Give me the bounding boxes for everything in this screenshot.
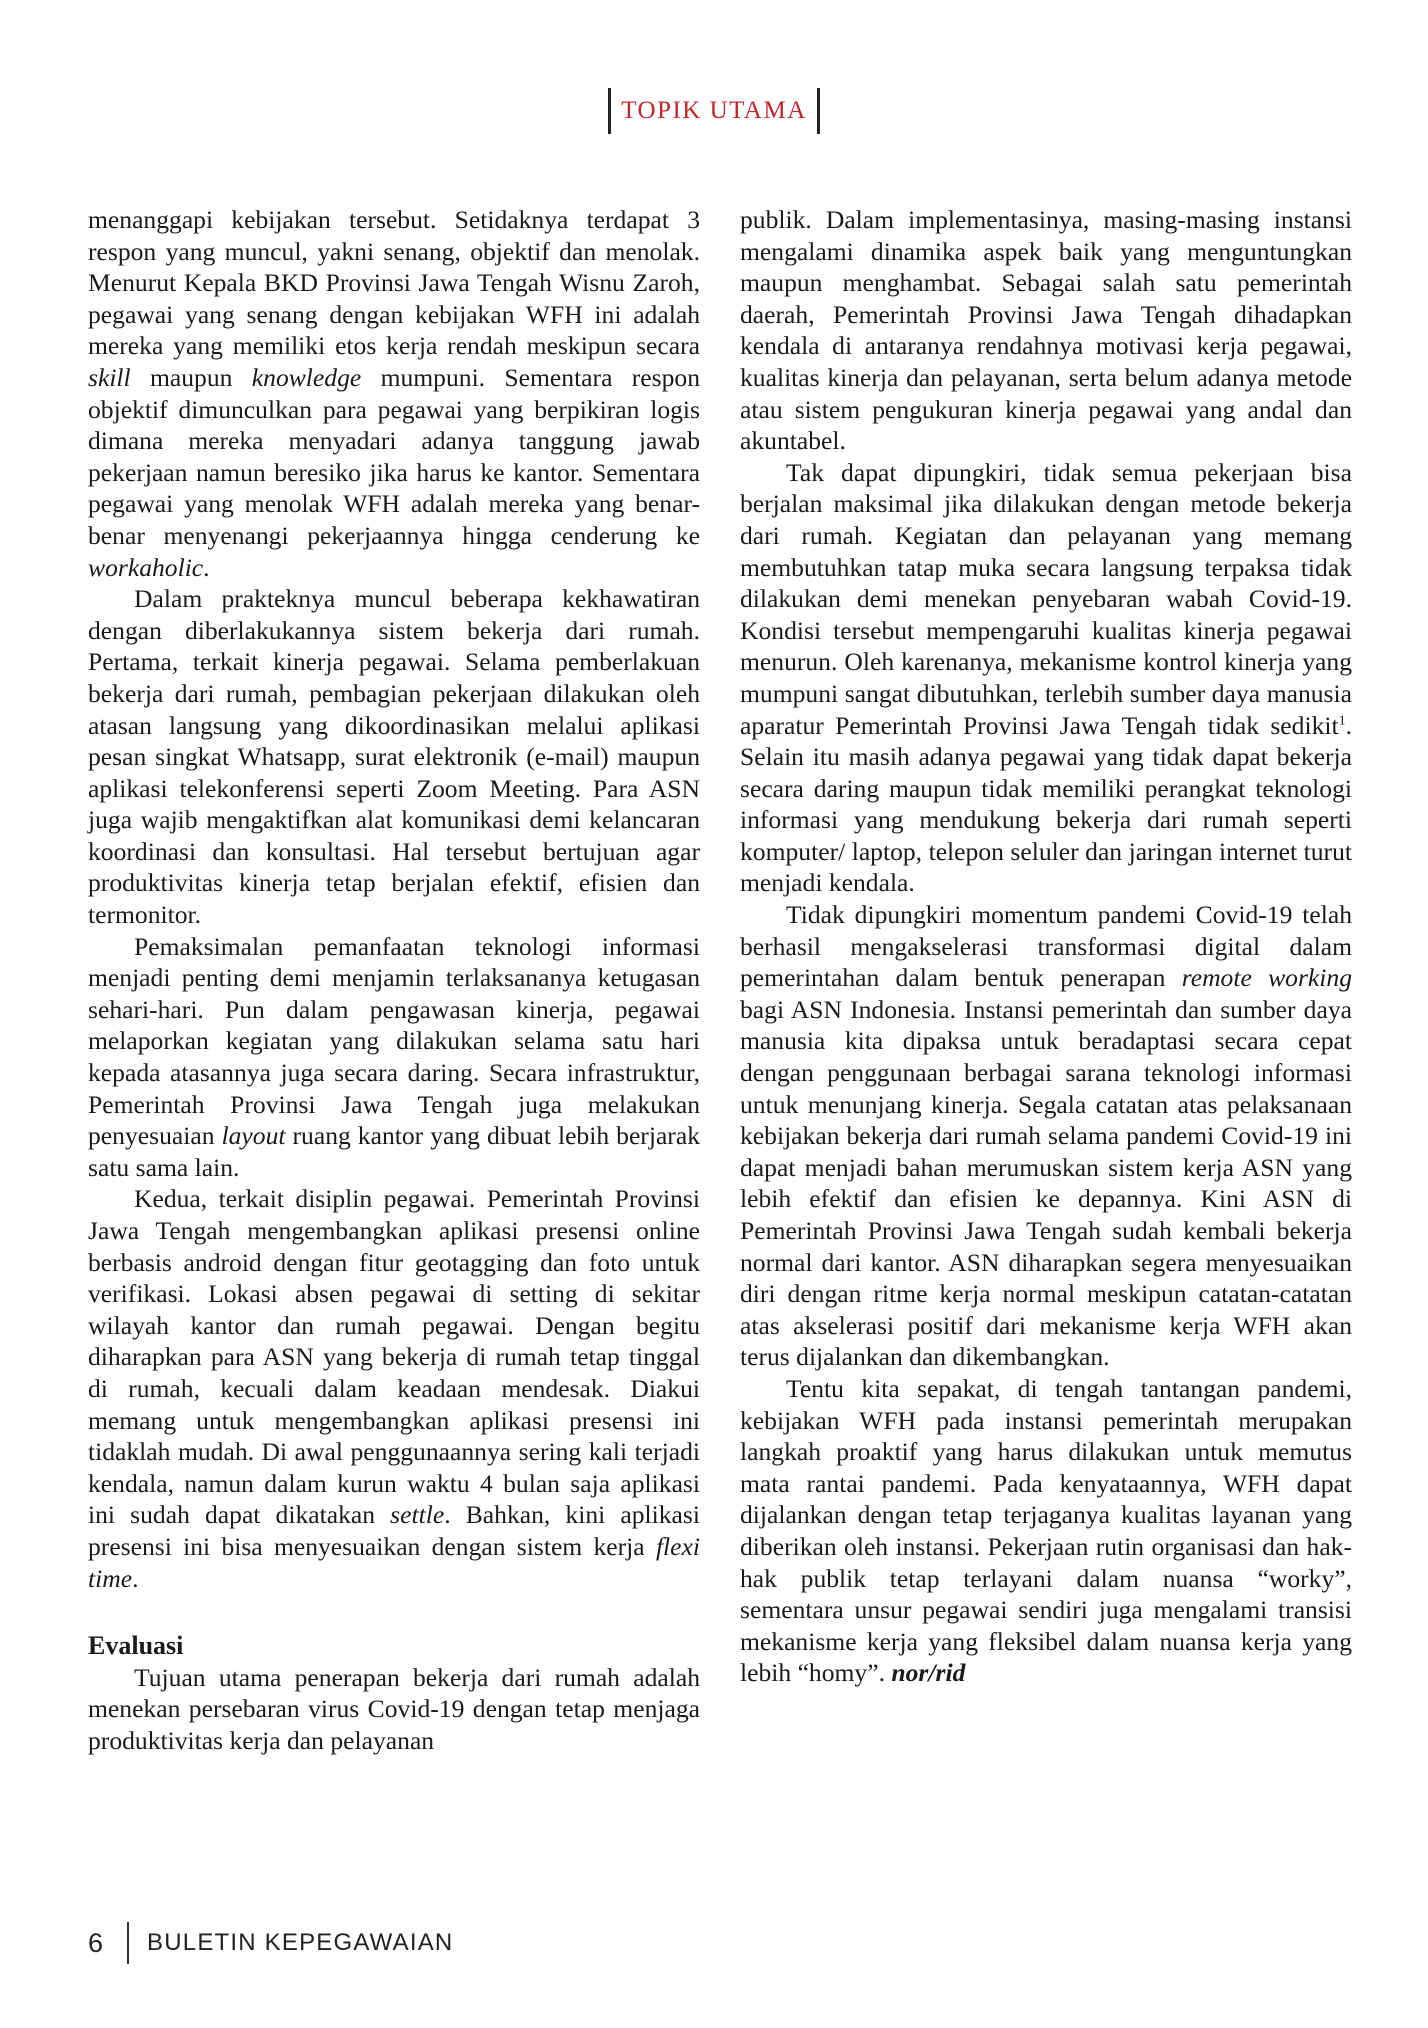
publication-name: BULETIN KEPEGAWAIAN <box>147 1929 454 1956</box>
paragraph: publik. Dalam implementasinya, masing-masing instansi mengalami dinamika aspek baik yang menguntungkan maupun menghambat. Sebagai salah satu pemerintah daerah, Pemerintah Provinsi Jawa Tengah dihadapkan kendala di antaranya rendahnya motivasi kerja pegawai, kualitas kinerja dan pelayanan, serta belum adanya metode atau sistem pengukuran kinerja pegawai yang andal dan akuntabel. <box>740 205 1352 456</box>
header-divider-right <box>817 88 820 134</box>
author-signature: nor/rid <box>891 1658 966 1688</box>
paragraph: Tujuan utama penerapan bekerja dari rumah adalah menekan persebaran virus Covid-19 dengan tetap menjaga produktivitas kerja dan pelayanan <box>88 1662 700 1755</box>
page-footer <box>88 1922 453 1964</box>
section-heading: Evaluasi <box>88 1631 184 1661</box>
paragraph: Tidak dipungkiri momentum pandemi Covid-19 telah berhasil mengakselerasi transformasi digital dalam pemerintahan dalam bentuk penerapan remote working bagi ASN Indonesia. Instansi pemerintah dan sumber daya manusia kita dipaksa untuk beradaptasi secara cepat dengan penggunaan berbagai sarana teknologi informasi untuk menunjang kinerja. Segala catatan atas pelaksanaan kebijakan bekerja dari rumah selama pandemi Covid-19 ini dapat menjadi bahan merumuskan sistem kerja ASN yang lebih efektif dan efisien ke depannya. Kini ASN di Pemerintah Provinsi Jawa Tengah sudah kembali bekerja normal dari kantor. ASN diharapkan segera menyesuaikan diri dengan ritme kerja normal meskipun catatan-catatan atas akselerasi positif dari mekanisme kerja WFH akan terus dijalankan dan dikembangkan. <box>740 900 1352 1372</box>
footer-divider <box>127 1922 129 1964</box>
left-column <box>88 204 700 1757</box>
right-column <box>740 204 1352 1689</box>
paragraph: Dalam prakteknya muncul beberapa kekhawatiran dengan diberlakukannya sistem bekerja dari rumah. Pertama, terkait kinerja pegawai. Selama pemberlakuan bekerja dari rumah, pembagian pekerjaan dilakukan oleh atasan langsung yang dikoordinasikan melalui aplikasi pesan singkat Whatsapp, surat elektronik (e-mail) maupun aplikasi telekonferensi seperti Zoom Meeting. Para ASN juga wajib mengaktifkan alat komunikasi demi kelancaran koordinasi dan konsultasi. Hal tersebut bertujuan agar produktivitas kinerja tetap berjalan efektif, efisien dan termonitor. <box>88 584 700 930</box>
paragraph: Kedua, terkait disiplin pegawai. Pemerintah Provinsi Jawa Tengah mengembangkan aplikasi presensi online berbasis android dengan fitur geotagging dan foto untuk verifikasi. Lokasi absen pegawai di setting di sekitar wilayah kantor dan rumah pegawai. Dengan begitu diharapkan para ASN yang bekerja di rumah tetap tinggal di rumah, kecuali dalam keadaan mendesak. Diakui memang untuk mengembangkan aplikasi presensi ini tidaklah mudah. Di awal penggunaannya sering kali terjadi kendala, namun dalam kurun waktu 4 bulan saja aplikasi ini sudah dapat dikatakan settle. Bahkan, kini aplikasi presensi ini bisa menyesuaikan dengan sistem kerja flexi time. <box>88 1184 700 1593</box>
section-header <box>0 88 1428 134</box>
paragraph: menanggapi kebijakan tersebut. Setidaknya terdapat 3 respon yang muncul, yakni senang, objektif dan menolak. Menurut Kepala BKD Provinsi Jawa Tengah Wisnu Zaroh, pegawai yang senang dengan kebijakan WFH ini adalah mereka yang memiliki etos kerja rendah meskipun secara skill maupun knowledge mumpuni. Sementara respon objektif dimunculkan para pegawai yang berpikiran logis dimana mereka menyadari adanya tanggung jawab pekerjaan namun beresiko jika harus ke kantor. Sementara pegawai yang menolak WFH adalah mereka yang benar-benar menyenangi pekerjaannya hingga cenderung ke workaholic. <box>88 205 700 582</box>
paragraph: Pemaksimalan pemanfaatan teknologi informasi menjadi penting demi menjamin terlaksananya ketugasan sehari-hari. Pun dalam pengawasan kinerja, pegawai melaporkan kegiatan yang dilakukan selama satu hari kepada atasannya juga secara daring. Secara infrastruktur, Pemerintah Provinsi Jawa Tengah juga melakukan penyesuaian layout ruang kantor yang dibuat lebih berjarak satu sama lain. <box>88 931 700 1182</box>
page-number: 6 <box>88 1927 104 1958</box>
footnote-marker: 1 <box>1338 712 1346 728</box>
paragraph: Tak dapat dipungkiri, tidak semua pekerjaan bisa berjalan maksimal jika dilakukan dengan metode bekerja dari rumah. Kegiatan dan pelayanan yang memang membutuhkan tatap muka secara langsung terpaksa tidak dilakukan demi menekan penyebaran wabah Covid-19. Kondisi tersebut mempengaruhi kualitas kinerja pegawai menurun. Oleh karenanya, mekanisme kontrol kinerja yang mumpuni sangat dibutuhkan, terlebih sumber daya manusia aparatur Pemerintah Provinsi Jawa Tengah tidak sedikit$^1$. Selain itu masih adanya pegawai yang tidak dapat bekerja secara daring maupun tidak memiliki perangkat teknologi informasi yang mendukung bekerja dari rumah seperti komputer/ laptop, telepon seluler dan jaringan internet turut menjadi kendala. <box>740 457 1352 898</box>
section-label: TOPIK UTAMA <box>621 97 807 124</box>
paragraph: Tentu kita sepakat, di tengah tantangan pandemi, kebijakan WFH pada instansi pemerintah merupakan langkah proaktif yang harus dilakukan untuk memutus mata rantai pandemi. Pada kenyataannya, WFH dapat dijalankan dengan tetap terjaganya kualitas layanan yang diberikan oleh instansi. Pekerjaan rutin organisasi dan hak-hak publik tetap terlayani dalam nuansa “worky”, sementara unsur pegawai sendiri juga mengalami transisi mekanisme kerja yang fleksibel dalam nuansa kerja yang lebih “homy”. nor/rid <box>740 1373 1352 1688</box>
